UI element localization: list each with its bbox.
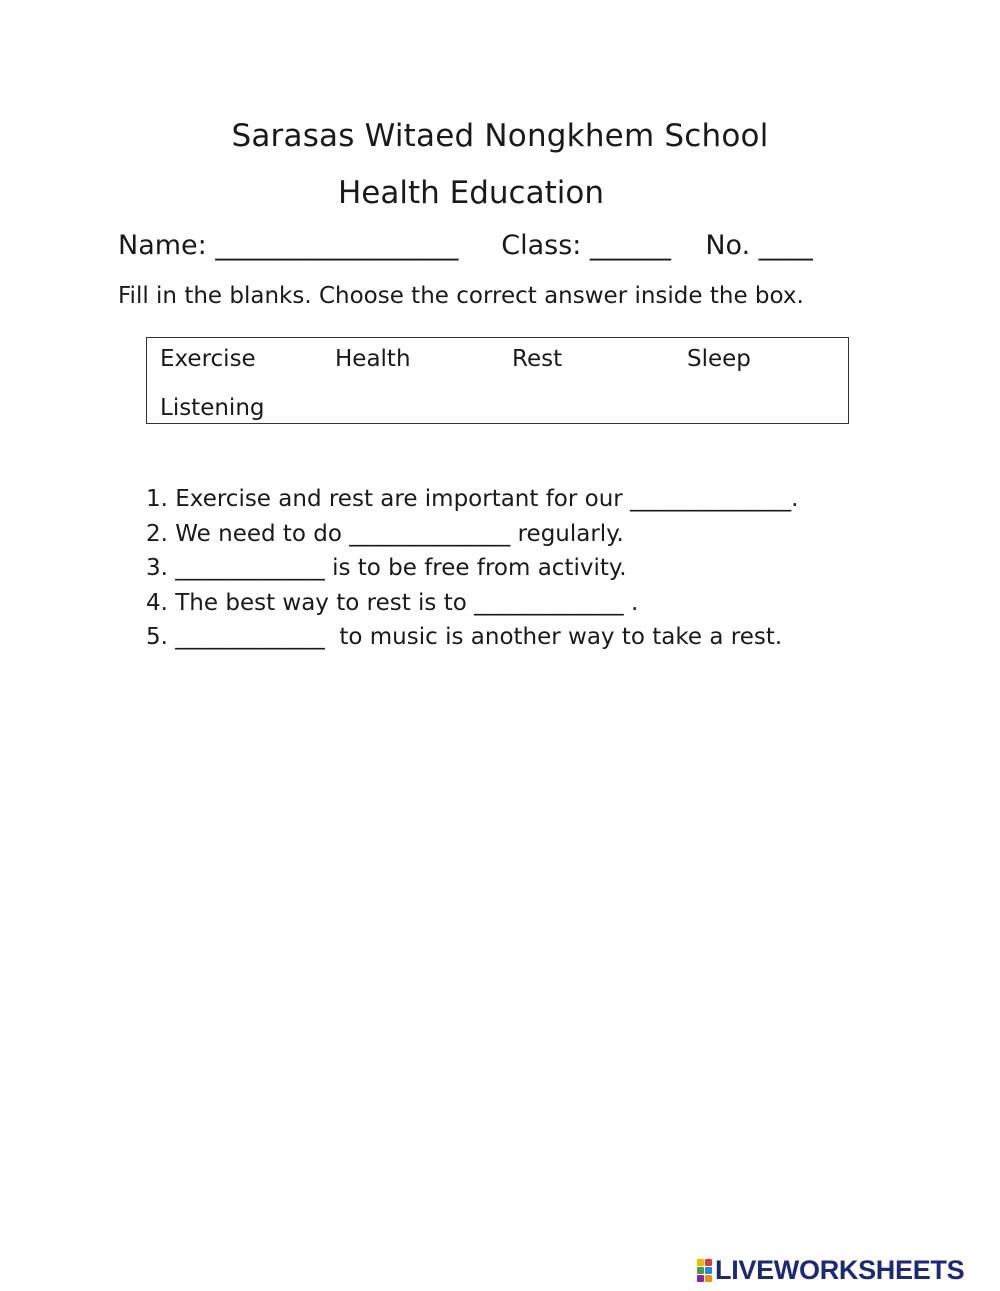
class-field-label: Class: ______ bbox=[501, 230, 671, 261]
word-bank-item: Rest bbox=[512, 346, 563, 372]
question-item: 1. Exercise and rest are important for our ______________. bbox=[146, 486, 799, 512]
logo-block bbox=[705, 1275, 712, 1282]
instructions: Fill in the blanks. Choose the correct answer inside the box. bbox=[118, 283, 804, 309]
question-item: 2. We need to do ______________ regularly. bbox=[146, 520, 624, 547]
liveworksheets-logo bbox=[697, 1255, 964, 1285]
question-item: 3. _____________ is to be free from activity. bbox=[146, 555, 627, 582]
word-bank-item: Listening bbox=[160, 395, 265, 421]
question-item: 4. The best way to rest is to _____________ . bbox=[146, 589, 639, 616]
logo-block bbox=[705, 1267, 712, 1274]
subject-title: Health Education bbox=[338, 175, 604, 211]
logo-block bbox=[697, 1259, 704, 1266]
number-field-label: No. ____ bbox=[705, 230, 813, 261]
question-item: 5. _____________ to music is another way to take a rest. bbox=[146, 624, 783, 651]
logo-block bbox=[705, 1259, 712, 1266]
school-name: Sarasas Witaed Nongkhem School bbox=[231, 118, 769, 154]
word-bank-item: Exercise bbox=[160, 346, 256, 372]
student-info-row bbox=[118, 230, 813, 261]
logo-blocks-icon bbox=[697, 1259, 712, 1282]
word-bank-item: Sleep bbox=[687, 346, 751, 372]
logo-text: LIVEWORKSHEETS bbox=[715, 1254, 965, 1285]
logo-block bbox=[697, 1267, 704, 1274]
question-list bbox=[146, 482, 798, 655]
word-bank-item: Health bbox=[335, 346, 411, 372]
logo-block bbox=[697, 1275, 704, 1282]
name-field-label: Name: __________________ bbox=[118, 230, 459, 261]
word-bank-box bbox=[146, 337, 849, 424]
